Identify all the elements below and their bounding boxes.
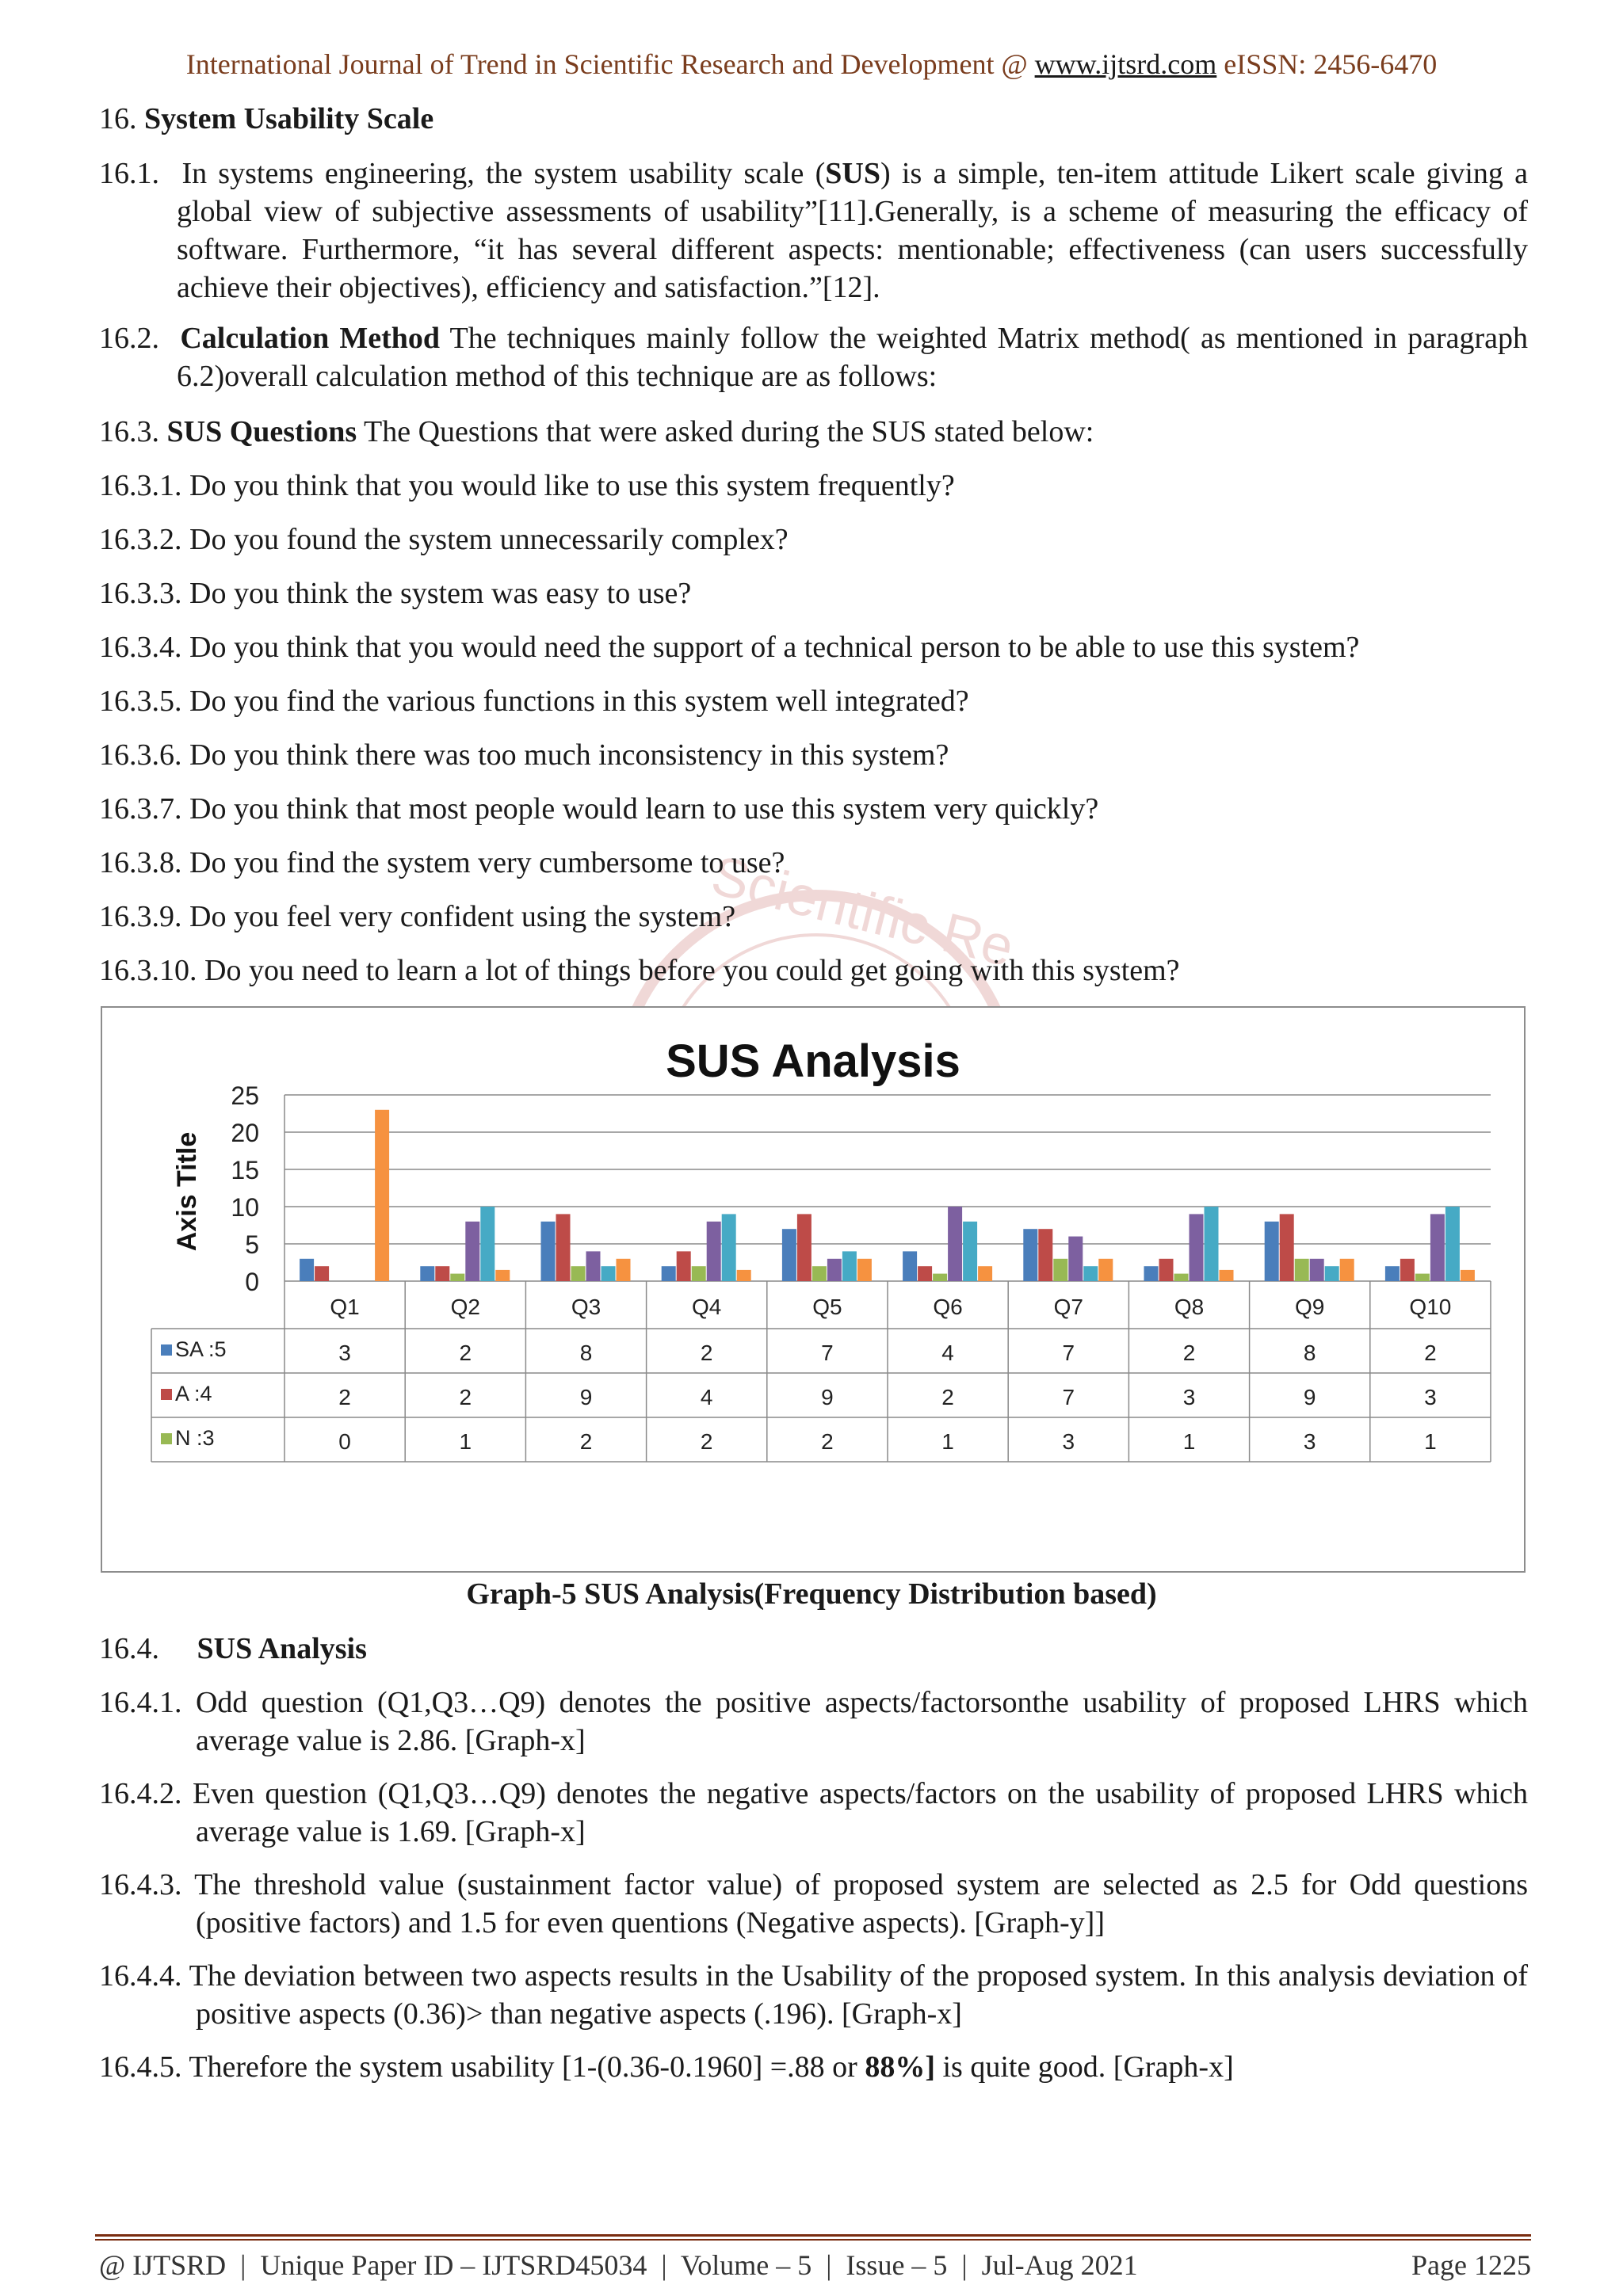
bar — [1340, 1259, 1354, 1281]
analysis-item — [99, 2048, 1234, 2086]
page-number: Page 1225 — [1411, 2249, 1531, 2281]
table-value: 9 — [579, 1385, 593, 1409]
x-category-label: Q5 — [812, 1295, 842, 1319]
bar — [1190, 1214, 1204, 1281]
table-value: 3 — [1303, 1429, 1316, 1454]
question-item: 16.3.2. Do you found the system unnecessarily complex? — [99, 523, 789, 556]
legend-label: SA :5 — [175, 1337, 227, 1361]
bar — [480, 1207, 495, 1281]
y-tick-label: 15 — [231, 1156, 259, 1184]
analysis-text: Odd question (Q1,Q3…Q9) denotes the positive aspects/factorsonthe usability of proposed LHRS which average value is 2.86. [Graph-x] — [195, 1686, 1529, 1757]
analysis-item — [99, 1775, 1528, 1851]
table-value: 8 — [579, 1341, 593, 1365]
journal-header — [0, 48, 1623, 81]
analysis-item — [99, 1684, 1528, 1760]
table-value: 1 — [459, 1429, 472, 1454]
bar — [1159, 1259, 1174, 1281]
bar — [1385, 1266, 1400, 1281]
bar — [1144, 1266, 1159, 1281]
analysis-number: 16.4.3. — [99, 1868, 182, 1901]
paragraph-text: In systems engineering, the system usability scale ( — [181, 157, 826, 190]
legend-label: N :3 — [175, 1426, 215, 1450]
analysis-number: 16.4.1. — [99, 1686, 182, 1719]
bar — [1083, 1266, 1098, 1281]
x-category-label: Q7 — [1053, 1295, 1083, 1319]
bar — [495, 1270, 510, 1281]
analysis-text: Even question (Q1,Q3…Q9) denotes the negative aspects/factors on the usability of proposed LHRS which average value is 1.69. [Graph-x] — [192, 1777, 1528, 1848]
bar — [1430, 1214, 1445, 1281]
bar — [556, 1214, 571, 1281]
bar — [541, 1222, 556, 1281]
table-value: 2 — [459, 1385, 472, 1409]
table-value: 1 — [1424, 1429, 1437, 1454]
table-value: 7 — [1062, 1385, 1075, 1409]
bar — [1445, 1207, 1460, 1281]
bar — [420, 1266, 434, 1281]
table-value: 7 — [1062, 1341, 1075, 1365]
table-value: 2 — [821, 1429, 834, 1454]
bar — [782, 1229, 796, 1281]
bar — [692, 1266, 706, 1281]
y-tick-label: 20 — [231, 1119, 259, 1147]
bar — [812, 1266, 827, 1281]
table-value: 2 — [338, 1385, 351, 1409]
bar — [827, 1259, 842, 1281]
y-tick-label: 0 — [245, 1268, 259, 1296]
question-item: 16.3.10. Do you need to learn a lot of things before you could get going with this system? — [99, 954, 1180, 987]
paragraph-16-3 — [99, 413, 1094, 451]
table-value: 8 — [1303, 1341, 1316, 1365]
table-value: 1 — [941, 1429, 954, 1454]
sus-questions-bold: SUS Questions — [166, 415, 357, 448]
footer-info: @ IJTSRD | Unique Paper ID – IJTSRD45034 | Volume – 5 | Issue – 5 | Jul-Aug 2021 — [99, 2249, 1138, 2281]
bar — [1068, 1237, 1083, 1281]
x-category-label: Q10 — [1409, 1295, 1452, 1319]
table-value: 3 — [1182, 1385, 1196, 1409]
figure-caption: Graph-5 SUS Analysis(Frequency Distribution based) — [466, 1577, 1157, 1611]
bar — [1038, 1229, 1052, 1281]
table-value: 3 — [1062, 1429, 1075, 1454]
bar — [1325, 1266, 1339, 1281]
bar — [933, 1274, 947, 1281]
watermark-text: Scientific Re — [705, 844, 1020, 978]
paragraph-number: 16.4. — [99, 1632, 159, 1665]
legend-swatch — [161, 1344, 172, 1356]
bar — [1174, 1274, 1189, 1281]
paragraph-number: 16.2. — [99, 322, 159, 355]
bar — [948, 1207, 962, 1281]
x-category-label: Q2 — [450, 1295, 480, 1319]
question-item: 16.3.8. Do you find the system very cumbersome to use? — [99, 846, 785, 879]
bar — [842, 1251, 857, 1281]
section-number: 16. — [99, 102, 137, 135]
table-value: 4 — [941, 1341, 954, 1365]
analysis-item — [99, 1957, 1528, 2033]
table-value: 9 — [821, 1385, 834, 1409]
y-tick-label: 25 — [231, 1081, 259, 1110]
question-item: 16.3.7. Do you think that most people would learn to use this system very quickly? — [99, 792, 1099, 826]
footer-rule — [95, 2239, 1531, 2241]
bar — [1400, 1259, 1415, 1281]
paragraph-text: ) is a simple, ten-item attitude Likert scale giving a global view of subjective assessments of usability”[11].Generally, is a scheme of measuring the efficacy of software. Furthermore, “it has several different aspects: mentionable; effectiveness (can users successfully achieve their objectives), efficiency and satisfaction.”[12]. — [177, 157, 1529, 304]
bar — [1220, 1270, 1234, 1281]
x-category-label: Q3 — [571, 1295, 601, 1319]
analysis-text: is quite good. [Graph-x] — [934, 2050, 1234, 2084]
table-value: 2 — [1182, 1341, 1196, 1365]
bar — [571, 1266, 586, 1281]
bar — [978, 1266, 992, 1281]
paragraph-number: 16.3. — [99, 415, 159, 448]
bar — [662, 1266, 676, 1281]
bar — [722, 1214, 736, 1281]
analysis-text: The threshold value (sustainment factor value) of proposed system are selected as 2.5 for Odd questions (positive factors) and 1.5 for even quentions (Negative aspects). [Graph-y]] — [194, 1868, 1528, 1939]
table-value: 4 — [700, 1385, 713, 1409]
question-item: 16.3.6. Do you think there was too much inconsistency in this system? — [99, 738, 949, 772]
question-item: 16.3.9. Do you feel very confident using the system? — [99, 900, 736, 933]
bar — [1023, 1229, 1037, 1281]
table-value: 3 — [1424, 1385, 1437, 1409]
bar — [435, 1266, 449, 1281]
table-value: 1 — [1182, 1429, 1196, 1454]
analysis-text: The deviation between two aspects results in the Usability of the proposed system. In this analysis deviation of positive aspects (0.36)> than negative aspects (.196). [Graph-x] — [189, 1959, 1528, 2031]
bar — [857, 1259, 872, 1281]
paragraph-number: 16.1. — [99, 157, 159, 190]
bar — [300, 1259, 314, 1281]
bar — [1265, 1222, 1279, 1281]
bar — [601, 1266, 616, 1281]
analysis-number: 16.4.2. — [99, 1777, 182, 1810]
legend-swatch — [161, 1389, 172, 1400]
table-value: 0 — [338, 1429, 351, 1454]
table-value: 2 — [459, 1341, 472, 1365]
question-item: 16.3.1. Do you think that you would like to use this system frequently? — [99, 469, 955, 502]
bar — [315, 1266, 329, 1281]
calculation-method-bold: Calculation Method — [180, 322, 441, 355]
bar — [918, 1266, 932, 1281]
analysis-text: Therefore the system usability [1-(0.36-0.1960] =.88 or — [189, 2050, 865, 2084]
question-item: 16.3.4. Do you think that you would need the support of a technical person to be able to use this system? — [99, 631, 1360, 664]
paragraph-16-1 — [99, 154, 1528, 307]
paragraph-text: The techniques mainly follow the weighted Matrix method( as mentioned in paragraph 6.2)overall calculation method of this technique are as follows: — [177, 322, 1529, 393]
bar — [1295, 1259, 1309, 1281]
table-value: 9 — [1303, 1385, 1316, 1409]
table-value: 2 — [579, 1429, 593, 1454]
bar — [677, 1251, 691, 1281]
bar — [903, 1251, 917, 1281]
chart-title: SUS Analysis — [666, 1035, 960, 1087]
question-item: 16.3.3. Do you think the system was easy to use? — [99, 577, 692, 610]
bar — [1205, 1207, 1219, 1281]
legend-swatch — [161, 1433, 172, 1444]
sus-analysis-chart — [102, 1008, 1524, 1571]
table-value: 3 — [338, 1341, 351, 1365]
analysis-number: 16.4.4. — [99, 1959, 182, 1993]
subsection-title: SUS Analysis — [197, 1632, 367, 1665]
usability-percent-bold: 88%] — [865, 2050, 935, 2084]
paragraph-text: The Questions that were asked during the SUS stated below: — [357, 415, 1094, 448]
bar — [375, 1110, 389, 1281]
bar — [1461, 1270, 1475, 1281]
bar — [707, 1222, 721, 1281]
bar — [450, 1274, 464, 1281]
bar — [963, 1222, 977, 1281]
bar — [797, 1214, 812, 1281]
bar — [1098, 1259, 1113, 1281]
table-value: 2 — [1424, 1341, 1437, 1365]
section-heading — [99, 100, 433, 138]
table-value: 7 — [821, 1341, 834, 1365]
table-value: 2 — [700, 1341, 713, 1365]
legend-label: A :4 — [175, 1382, 212, 1405]
bar — [1415, 1274, 1430, 1281]
section-title: System Usability Scale — [144, 102, 434, 135]
bar — [1310, 1259, 1324, 1281]
journal-issn: eISSN: 2456-6470 — [1224, 48, 1438, 80]
x-category-label: Q4 — [692, 1295, 722, 1319]
chart-y-axis-label: Axis Title — [172, 1131, 202, 1252]
y-tick-label: 10 — [231, 1193, 259, 1222]
x-category-label: Q8 — [1174, 1295, 1205, 1319]
journal-name: International Journal of Trend in Scientific Research and Development @ — [185, 48, 1028, 80]
table-value: 2 — [941, 1385, 954, 1409]
analysis-number: 16.4.5. — [99, 2050, 182, 2084]
bar — [465, 1222, 479, 1281]
x-category-label: Q6 — [933, 1295, 963, 1319]
question-item: 16.3.5. Do you find the various functions in this system well integrated? — [99, 685, 969, 718]
analysis-item — [99, 1866, 1528, 1942]
bar — [737, 1270, 751, 1281]
footer-rule — [95, 2234, 1531, 2237]
bar — [586, 1251, 601, 1281]
bar — [1053, 1259, 1067, 1281]
paragraph-16-2 — [99, 319, 1528, 395]
journal-url-link[interactable]: www.ijtsrd.com — [1034, 48, 1217, 80]
page-footer — [99, 2248, 1531, 2282]
x-category-label: Q1 — [330, 1295, 360, 1319]
bar — [617, 1259, 631, 1281]
sus-analysis-chart-frame — [101, 1006, 1526, 1573]
y-tick-label: 5 — [245, 1230, 259, 1259]
bar — [1280, 1214, 1294, 1281]
sus-bold: SUS — [825, 157, 881, 190]
subsection-heading — [99, 1630, 367, 1668]
x-category-label: Q9 — [1295, 1295, 1325, 1319]
table-value: 2 — [700, 1429, 713, 1454]
